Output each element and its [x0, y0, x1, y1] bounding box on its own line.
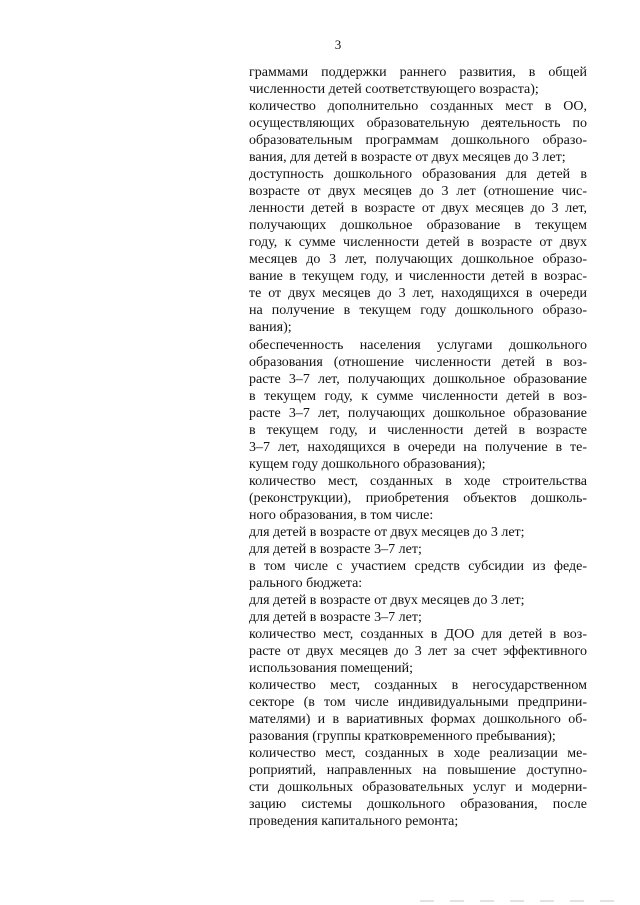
text-line: вания, для детей в возрасте от двух месяцев до 3 лет; [249, 150, 566, 166]
text-line: в текущем году, и численности детей в возрасте [249, 422, 587, 438]
text-line: численности детей соответствующего возраста); [249, 82, 539, 98]
text-line: секторе (в том числе индивидуальными предприни- [249, 695, 587, 711]
text-line: вания); [249, 320, 292, 336]
text-line: разования (группы кратковременного пребывания); [249, 729, 556, 745]
text-line: роприятий, направленных на повышение доступно- [249, 763, 587, 779]
text-line: количество дополнительно созданных мест в ОО, [249, 99, 587, 115]
text-line: ленности детей в возрасте от двух месяцев до 3 лет, [249, 201, 587, 217]
text-line: ного образования, в том числе: [249, 507, 434, 523]
text-line: те от двух месяцев до 3 лет, находящихся в очереди [249, 286, 587, 302]
text-line: для детей в возрасте от двух месяцев до 3 лет; [249, 524, 525, 540]
text-line: (реконструкции), приобретения объектов дошколь- [249, 490, 587, 506]
text-line: зацию системы дошкольного образования, после [249, 797, 587, 813]
text-line: на получение в текущем году дошкольного образо- [249, 303, 587, 319]
text-line: количество мест, созданных в ходе реализации ме- [249, 746, 587, 762]
text-line: доступность дошкольного образования для детей в [249, 167, 587, 183]
text-line: году, к сумме численности детей в возрасте от двух [249, 235, 587, 251]
page-number: 3 [334, 37, 342, 52]
text-line: количество мест, созданных в ходе строительства [249, 473, 587, 489]
text-line: количество мест, созданных в негосударственном [249, 678, 587, 694]
text-line: осуществляющих образовательную деятельность по [249, 116, 587, 132]
text-line: обеспеченность населения услугами дошкольного [249, 337, 587, 353]
text-line: получающих дошкольное образование в текущем [249, 218, 587, 234]
text-line: расте от двух месяцев до 3 лет за счет эффективного [249, 644, 587, 660]
text-line: вание в текущем году, и численности детей в возрас- [249, 269, 587, 285]
text-line: для детей в возрасте 3–7 лет; [249, 610, 422, 625]
body-text [249, 64, 587, 830]
text-line: возрасте от двух месяцев до 3 лет (отношение чис- [249, 184, 587, 200]
text-line: в текущем году, к сумме численности детей в воз- [249, 388, 587, 404]
text-line: расте 3–7 лет, получающих дошкольное образование [249, 405, 587, 421]
text-line: месяцев до 3 лет, получающих дошкольное образо- [249, 252, 587, 268]
text-line: для детей в возрасте 3–7 лет; [249, 541, 422, 557]
text-line: граммами поддержки раннего развития, в общей [249, 65, 587, 80]
text-line: в том числе с участием средств субсидии из феде- [249, 558, 587, 574]
text-line: кущем году дошкольного образования); [249, 456, 486, 472]
text-line: количество мест, созданных в ДОО для детей в воз- [249, 627, 587, 643]
text-line: для детей в возрасте от двух месяцев до 3 лет; [249, 592, 525, 608]
text-line: использования помещений; [249, 661, 414, 677]
text-line: мателями) и в вариативных формах дошкольного об- [249, 712, 587, 728]
text-line: образовательным программам дошкольного образо- [249, 133, 587, 149]
text-line: сти дошкольных образовательных услуг и модерни- [249, 780, 587, 796]
text-line: расте 3–7 лет, получающих дошкольное образование [249, 371, 587, 387]
text-line: 3–7 лет, находящихся в очереди на получение в те- [249, 439, 587, 455]
text-line: рального бюджета: [249, 575, 363, 591]
text-line: образования (отношение численности детей в воз- [249, 354, 587, 370]
scan-artifact [420, 900, 620, 902]
text-line: проведения капитального ремонта; [249, 814, 459, 830]
